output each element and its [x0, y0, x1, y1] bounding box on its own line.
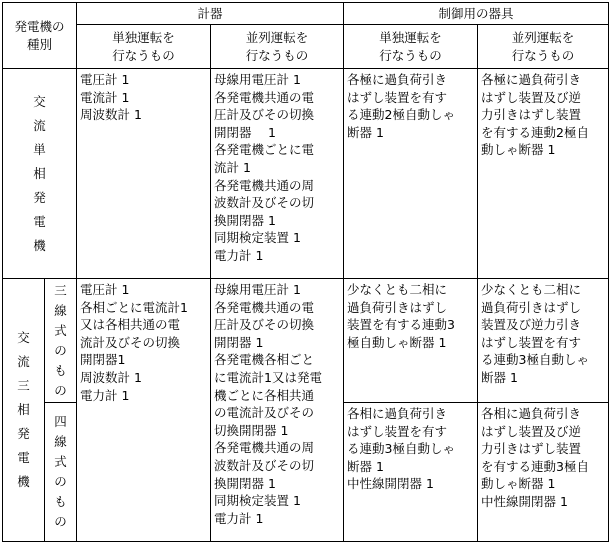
cell-line: る連動2極自動しゃ [347, 107, 455, 123]
cell-line: 圧計及びその切換 [214, 107, 315, 123]
cell-line: 各発電機共通の周 [214, 177, 315, 193]
cell-line: はずし装置及び逆 [481, 423, 582, 439]
single-phase-control-parallel [478, 69, 609, 279]
cell-line: 換開閉器 1 [214, 212, 276, 228]
cell-line: はずし装置を有す [347, 89, 448, 105]
cell-line: る連動3極自動しゃ [347, 441, 455, 457]
cell-line: を有する連動3極自 [481, 458, 589, 474]
cell-line: 電圧計 1 [80, 282, 130, 297]
cell-line: 各相に過負荷引き [347, 406, 448, 421]
cell-line: 同期検定装置 1 [214, 230, 301, 246]
cell-line: 開閉器1 [80, 352, 126, 368]
four-wire-control-solo [344, 403, 478, 542]
cell-line: 開閉器 1 [214, 334, 264, 350]
cell-line: 各極に過負荷引き [347, 72, 448, 87]
three-wire-control-solo [344, 279, 478, 403]
cell-line: 電流計 1 [80, 89, 130, 105]
three-wire-label [45, 279, 77, 403]
single-phase-label-text: 交流単相発電機 [33, 93, 46, 253]
generator-type-header [3, 3, 77, 69]
cell-line: 切換開閉器 1 [214, 422, 289, 438]
instruments-parallel-header [211, 25, 344, 69]
cell-line: 圧計及びその切換 [214, 317, 315, 333]
header-line: 行なうもの [245, 47, 309, 63]
cell-line: 断器 1 [481, 369, 518, 385]
header-line: 並列運転を [511, 29, 575, 45]
cell-line: 母線用電圧計 1 [214, 282, 301, 297]
header-line: 単独運転を [112, 29, 175, 45]
cell-line: の電流計及びその [214, 405, 315, 421]
cell-line: 各発電機共通の電 [214, 89, 315, 105]
cell-line: に電流計1又は発電 [214, 369, 322, 385]
cell-line: 波数計及びその切 [214, 195, 315, 211]
cell-line: 流計 1 [214, 159, 251, 175]
cell-line: 周波数計 1 [80, 107, 142, 123]
cell-line: を有する連動2極自 [481, 124, 589, 140]
control-parallel-header [478, 25, 609, 69]
cell-line: 極自動しゃ断器 1 [347, 334, 447, 350]
cell-line: 装置及び逆力引き [481, 317, 582, 333]
specification-table [2, 2, 609, 542]
cell-line: 波数計及びその切 [214, 457, 315, 473]
cell-line: 又は各相共通の電 [80, 317, 181, 333]
single-phase-label [3, 69, 77, 279]
cell-line: 動しゃ断器 1 [481, 476, 556, 492]
cell-line: 電力計 1 [80, 387, 130, 403]
four-wire-control-parallel [478, 403, 609, 542]
cell-line: 少なくとも二相に [481, 282, 582, 297]
three-wire-label-text: 三線式のもの [54, 282, 67, 398]
cell-line: 中性線開閉器 1 [347, 476, 434, 492]
cell-line: 電圧計 1 [80, 72, 130, 87]
cell-line: 各発電機各相ごと [214, 352, 315, 368]
cell-line: 流計及びその切換 [80, 334, 181, 350]
four-wire-label-text: 四線式のもの [54, 414, 67, 529]
header-line: 単独運転を [379, 29, 442, 45]
three-phase-label [3, 279, 45, 542]
cell-line: 少なくとも二相に [347, 282, 448, 297]
cell-line: はずし装置を有す [347, 423, 448, 439]
three-phase-instruments-parallel [211, 279, 344, 542]
cell-line: 動しゃ断器 1 [481, 142, 556, 158]
cell-line: 電力計 1 [214, 247, 264, 263]
cell-line: 各相ごとに電流計1 [80, 299, 188, 315]
cell-line: 力引きはずし装置 [481, 441, 582, 457]
single-phase-control-solo [344, 69, 478, 279]
cell-line: 電力計 1 [214, 510, 264, 526]
cell-line: 各極に過負荷引き [481, 72, 582, 87]
cell-line: 過負荷引きはずし [347, 299, 448, 315]
four-wire-label [45, 403, 77, 542]
header-line: 行なうもの [112, 47, 175, 63]
cell-line: 力引きはずし装置 [481, 107, 582, 123]
cell-line: 開閉器 1 [214, 124, 276, 140]
cell-line: 同期検定装置 1 [214, 493, 301, 509]
three-phase-instruments-solo [77, 279, 211, 542]
single-phase-instruments-parallel [211, 69, 344, 279]
cell-line: 中性線開閉器 1 [481, 493, 568, 509]
cell-line: 各相に過負荷引き [481, 406, 582, 421]
cell-line: はずし装置及び逆 [481, 89, 582, 105]
cell-line: 断器 1 [347, 458, 384, 474]
three-wire-control-parallel [478, 279, 609, 403]
cell-line: 母線用電圧計 1 [214, 72, 301, 87]
cell-line: 換開閉器 1 [214, 475, 276, 491]
generator-type-header-line: 発電機の [14, 18, 65, 34]
instruments-solo-header [77, 25, 211, 69]
cell-line: 各発電機共通の電 [214, 299, 315, 315]
header-line: 並列運転を [245, 29, 309, 45]
generator-type-header-line: 種別 [27, 36, 53, 52]
cell-line: 過負荷引きはずし [481, 299, 582, 315]
instruments-header: 計器 [77, 3, 344, 25]
control-solo-header [344, 25, 478, 69]
header-line: 行なうもの [511, 47, 575, 63]
cell-line: 各発電機ごとに電 [214, 142, 315, 158]
cell-line: 周波数計 1 [80, 369, 142, 385]
single-phase-instruments-solo [77, 69, 211, 279]
cell-line: 装置を有する連動3 [347, 317, 455, 333]
header-line: 行なうもの [379, 47, 442, 63]
control-devices-header: 制御用の器具 [344, 3, 609, 25]
cell-line: 断器 1 [347, 124, 384, 140]
cell-line: る連動3極自動しゃ [481, 352, 589, 368]
cell-line: はずし装置を有す [481, 334, 582, 350]
three-phase-label-text: 交流三相発電機 [17, 330, 30, 489]
cell-line: 各発電機共通の周 [214, 440, 315, 456]
cell-line: 機ごとに各相共通 [214, 387, 315, 403]
